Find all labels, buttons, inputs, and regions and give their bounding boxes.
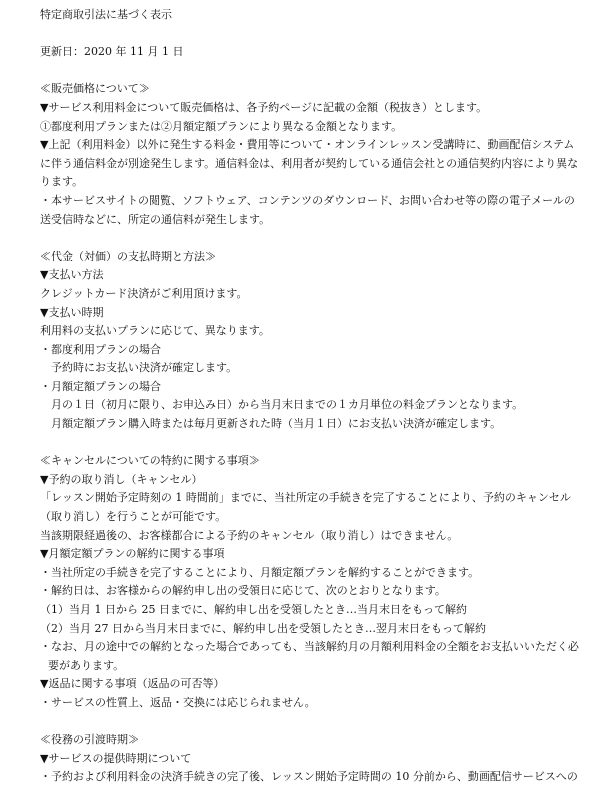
section-line: ・解約日は、お客様からの解約申し出の受領日に応じて、次のとおりとなります。 bbox=[40, 584, 446, 598]
section-line: （取り消し）を行うことが可能です。 bbox=[40, 510, 227, 524]
section-line: （2）当月 27 日から当月末日までに、解約申し出を受領したとき…翌月末日をもって解約 bbox=[40, 621, 486, 635]
section-line: 月額定額プラン購入時または毎月更新された時（当月１日）にお支払い決済が確定します。 bbox=[51, 417, 502, 431]
section-line: ①都度利用プランまたは②月額定額プランにより異なる金額となります。 bbox=[40, 119, 403, 133]
section-line: 当該期限経過後の、お客様都合による予約のキャンセル（取り消し）はできません。 bbox=[40, 528, 459, 542]
section-line: ・月額定額プランの場合 bbox=[40, 379, 161, 393]
section-line: ・予約および利用料金の決済手続きの完了後、レッスン開始予定時間の 10 分前から、動画配信サービスへの bbox=[40, 770, 578, 784]
section-line: ります。 bbox=[40, 175, 84, 189]
section-pricing bbox=[40, 80, 585, 229]
section-line: （1）当月 1 日から 25 日までに、解約申し出を受領したとき…当月末日をもって解約 bbox=[40, 603, 467, 616]
document-page bbox=[40, 6, 585, 787]
section-line: ▼サービスの提供時期について bbox=[40, 751, 192, 765]
section-heading: ≪販売価格について≫ bbox=[40, 82, 150, 96]
section-line: ・サービスの性質上、返品・交換には応じられません。 bbox=[40, 695, 316, 709]
section-line: ・都度利用プランの場合 bbox=[40, 342, 161, 356]
section-line: ▼サービス利用料金について販売価格は、各予約ページに記載の金額（税抜き）とします。 bbox=[40, 100, 488, 114]
section-line: ・本サービスサイトの閲覧、ソフトウェア、コンテンツのダウンロード、お問い合わせ等の際の電子メールの bbox=[40, 193, 575, 207]
section-line: 利用料の支払いプランに応じて、異なります。 bbox=[40, 324, 270, 338]
section-line: 予約時にお支払い決済が確定します。 bbox=[51, 361, 238, 375]
spacer bbox=[40, 62, 585, 81]
section-payment bbox=[40, 248, 585, 434]
section-line: ・当社所定の手続きを完了することにより、月額定額プランを解約することができます。 bbox=[40, 565, 480, 579]
spacer bbox=[40, 434, 585, 453]
section-line: ▼返品に関する事項（返品の可否等） bbox=[40, 677, 225, 691]
section-line: 送受信時などに、所定の通信料が発生します。 bbox=[40, 212, 271, 226]
section-line: 要があります。 bbox=[48, 658, 125, 672]
section-heading: ≪代金（対価）の支払時期と方法≫ bbox=[40, 249, 216, 263]
section-delivery bbox=[40, 731, 585, 787]
document-title: 特定商取引法に基づく表示 bbox=[40, 8, 172, 21]
section-cancellation bbox=[40, 452, 585, 712]
section-heading: ≪役務の引渡時期≫ bbox=[40, 733, 139, 747]
section-line: に伴う通信料金が別途発生します。通信料金は、利用者が契約している通信会社との通信契約内容により異な bbox=[40, 156, 579, 170]
section-heading: ≪キャンセルについての特約に関する事項≫ bbox=[40, 454, 260, 468]
section-line: ▼予約の取り消し（キャンセル） bbox=[40, 472, 203, 486]
section-line: ▼上記（利用料金）以外に発生する料金・費用等について・オンラインレッスン受講時に、動画配信システム bbox=[40, 138, 575, 152]
spacer bbox=[40, 25, 585, 44]
section-line: ▼支払い方法 bbox=[40, 268, 104, 282]
spacer bbox=[40, 229, 585, 248]
section-line: ▼月額定額プランの解約に関する事項 bbox=[40, 547, 225, 561]
section-line: 「レッスン開始予定時刻の 1 時間前」までに、当社所定の手続きを完了することにより、予約のキャンセル bbox=[40, 491, 571, 505]
section-line: ・なお、月の途中での解約となった場合であっても、当該解約月の月額利用料金の全額をお支払いいただく必 bbox=[40, 640, 579, 654]
section-line: 月の１日（初月に限り、お申込み日）から当月末日までの１カ月単位の料金プランとなります。 bbox=[51, 398, 524, 412]
updated-date: 更新日：2020 年 11 月 1 日 bbox=[40, 45, 184, 59]
spacer bbox=[40, 713, 585, 732]
section-line: クレジットカード決済がご利用頂けます。 bbox=[40, 286, 248, 300]
section-line: ▼支払い時期 bbox=[40, 305, 104, 319]
